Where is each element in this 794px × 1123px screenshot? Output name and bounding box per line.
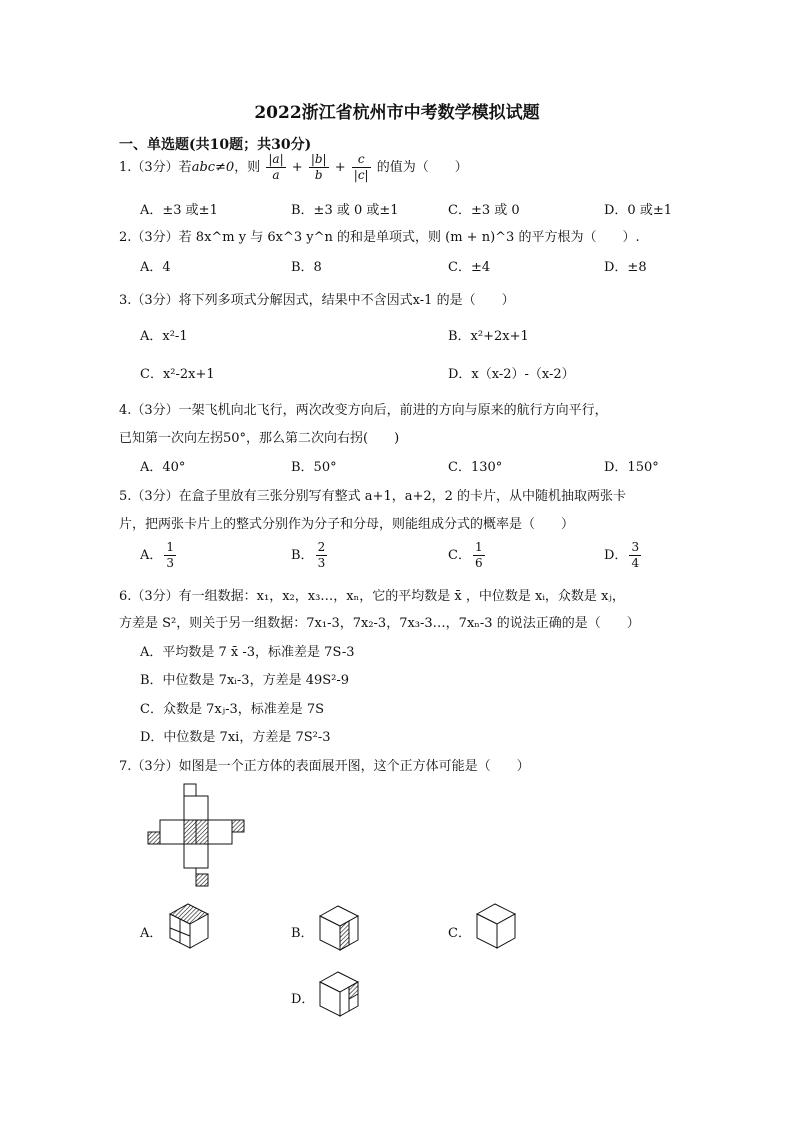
q1-abc: abc≠0 xyxy=(191,160,235,175)
question-5-stem-line2: 片，把两张卡片上的整式分别作为分子和分母，则能组成分式的概率是（ ） xyxy=(119,517,575,532)
q1-plus-1: + xyxy=(291,160,303,175)
q1-fraction-b: $\frac{|b|}{b}$ xyxy=(310,152,327,182)
q5-option-d-label: D． xyxy=(604,548,628,563)
q5-option-a-label: A． xyxy=(140,548,163,563)
section-heading: 一、单选题(共10题；共30分) xyxy=(119,137,312,153)
q6-option-c[interactable]: C．众数是 7xⱼ-3，标准差是 7S xyxy=(140,702,325,717)
q6-option-d[interactable]: D．中位数是 7xi，方差是 7S²-3 xyxy=(140,730,331,745)
question-6-stem-line1: 6.（3分）有一组数据：x₁，x₂，x₃…，xₙ，它的平均数是 x̄ ，中位数是 xᵢ，众数是 xⱼ， xyxy=(119,589,625,604)
page-title: 2022浙江省杭州市中考数学模拟试题 xyxy=(254,103,540,123)
q5-option-a[interactable] xyxy=(140,540,178,571)
q5-option-d[interactable] xyxy=(604,540,643,571)
q5-option-b[interactable] xyxy=(291,540,329,571)
q7-option-d[interactable]: D． xyxy=(291,992,315,1007)
q1-stem-a: 1.（3分）若 xyxy=(119,160,192,175)
q1-option-c[interactable]: C．±3 或 0 xyxy=(448,203,520,218)
question-5-stem-line1: 5.（3分）在盒子里放有三张分别写有整式 a+1，a+2，2 的卡片，从中随机抽取两张卡 xyxy=(119,489,627,504)
question-4-stem-line2: 已知第一次向左拐50°，那么第二次向右拐( ) xyxy=(119,431,400,446)
q3-option-d[interactable]: D．x（x-2）-（x-2） xyxy=(448,367,575,382)
q1-fraction-a: $\frac{|a|}{a}$ xyxy=(268,152,284,182)
q3-option-b[interactable]: B．x²+2x+1 xyxy=(448,329,529,344)
q7-option-d-cube-icon xyxy=(318,970,362,1020)
q7-option-c[interactable]: C． xyxy=(448,926,471,941)
q5-option-d-fraction: $\frac{3}{4}$ xyxy=(631,540,640,570)
q4-option-d[interactable]: D．150° xyxy=(604,460,659,475)
q1-option-b[interactable]: B．±3 或 0 或±1 xyxy=(291,203,399,218)
q4-option-a[interactable]: A．40° xyxy=(140,460,186,475)
q2-option-d[interactable]: D．±8 xyxy=(604,260,647,275)
question-7-stem: 7.（3分）如图是一个正方体的表面展开图，这个正方体可能是（ ） xyxy=(119,759,530,774)
question-1-stem xyxy=(119,152,468,183)
q1-stem-b: ，则 xyxy=(234,160,261,175)
q3-option-c[interactable]: C．x²-2x+1 xyxy=(140,367,215,382)
q1-option-a[interactable]: A．±3 或±1 xyxy=(140,203,218,218)
q5-option-b-fraction: $\frac{2}{3}$ xyxy=(317,540,326,570)
q3-option-a[interactable]: A．x²-1 xyxy=(140,329,188,344)
q4-option-b[interactable]: B．50° xyxy=(291,460,337,475)
q6-option-a[interactable]: A．平均数是 7 x̄ -3，标准差是 7S-3 xyxy=(140,645,355,660)
question-2-stem: 2.（3分）若 8x^m y 与 6x^3 y^n 的和是单项式，则 (m + n)^3 的平方根为（ ）. xyxy=(119,230,640,245)
q7-option-c-cube-icon xyxy=(475,902,519,952)
cube-net-figure xyxy=(140,780,260,890)
q2-option-b[interactable]: B．8 xyxy=(291,260,322,275)
q5-option-c-fraction: $\frac{1}{6}$ xyxy=(474,540,483,570)
q7-option-b-cube-icon xyxy=(318,904,362,954)
question-3-stem: 3.（3分）将下列多项式分解因式，结果中不含因式x-1 的是（ ） xyxy=(119,293,515,308)
q6-option-b[interactable]: B．中位数是 7xᵢ-3，方差是 49S²-9 xyxy=(140,673,350,688)
q7-option-a-cube-icon xyxy=(168,902,212,952)
q7-option-b[interactable]: B． xyxy=(291,926,314,941)
q2-option-a[interactable]: A．4 xyxy=(140,260,171,275)
question-4-stem-line1: 4.（3分）一架飞机向北飞行，两次改变方向后，前进的方向与原来的航行方向平行， xyxy=(119,403,608,418)
q5-option-c[interactable] xyxy=(448,540,487,571)
q1-stem-c: 的值为（ ） xyxy=(376,160,468,175)
q2-option-c[interactable]: C．±4 xyxy=(448,260,491,275)
q5-option-a-fraction: $\frac{1}{3}$ xyxy=(166,540,175,570)
q5-option-b-label: B． xyxy=(291,548,314,563)
q7-option-a[interactable]: A． xyxy=(140,926,163,941)
q1-option-d[interactable]: D．0 或±1 xyxy=(604,203,672,218)
q5-option-c-label: C． xyxy=(448,548,471,563)
q1-fraction-c: $\frac{c}{|c|}$ xyxy=(353,152,369,182)
q4-option-c[interactable]: C．130° xyxy=(448,460,503,475)
q1-plus-2: + xyxy=(334,160,346,175)
question-6-stem-line2: 方差是 S²，则关于另一组数据：7x₁-3，7x₂-3，7x₃-3…，7xₙ-3 的说法正确的是（ ） xyxy=(119,616,640,631)
